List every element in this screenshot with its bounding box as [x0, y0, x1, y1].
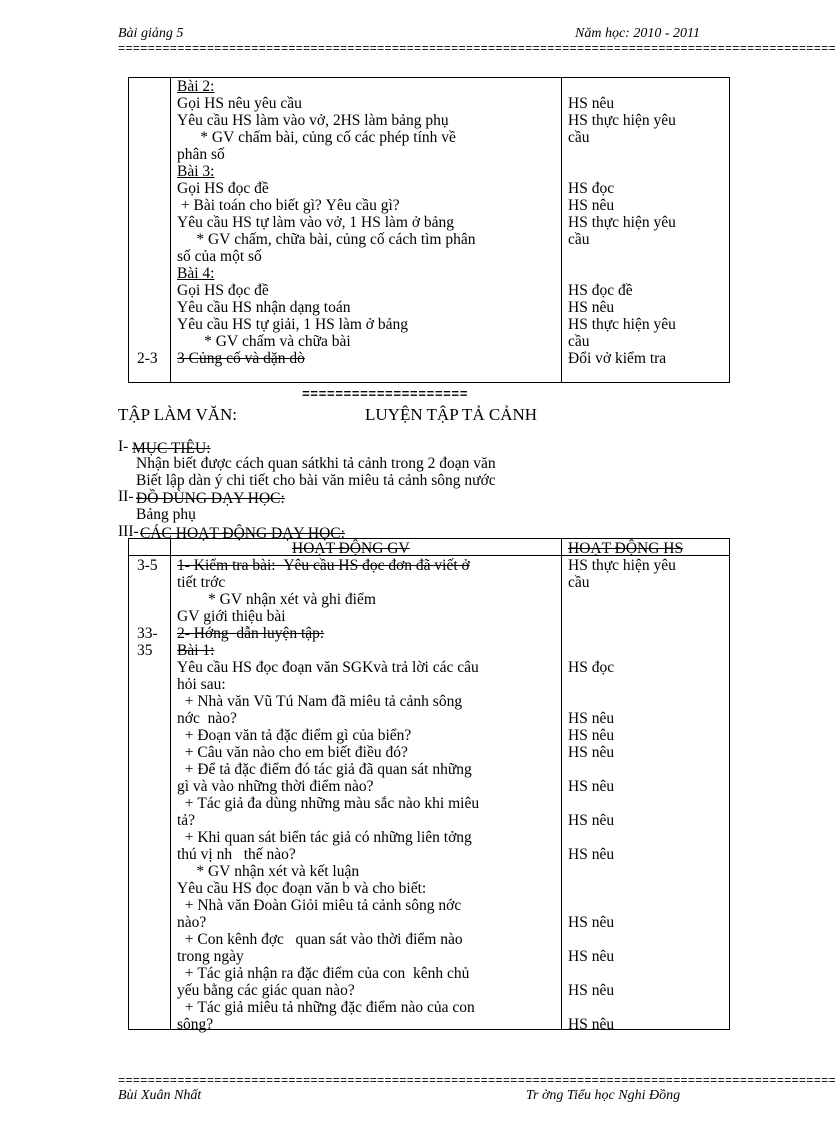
footer-rule: ================================================================================================= — [118, 1074, 836, 1088]
footer-author: Bùi Xuân Nhất — [118, 1088, 202, 1103]
header-rule: ================================================================================================= — [118, 42, 836, 56]
teacher-activity-line: Yêu cầu HS đọc đoạn văn SGKvà trả lời các câu — [177, 659, 479, 676]
section-heading-objectives: MỤC TIÊU: — [132, 440, 211, 457]
teacher-activity-line: * GV nhận xét và kết luận — [177, 863, 360, 880]
teacher-activity-line: + Để tả đặc điểm đó tác giả đã quan sát những — [177, 761, 472, 778]
student-activity: HS nêu — [568, 778, 615, 795]
teacher-activity-line: + Nhà văn Đoàn Giỏi miêu tả cảnh sông nớc — [177, 897, 462, 914]
teacher-activity-line: trong ngày — [177, 948, 244, 965]
teacher-activity-line: hỏi sau: — [177, 676, 226, 693]
teacher-activity-line: sông? — [177, 1016, 214, 1033]
subject-title: TẬP LÀM VĂN: — [118, 405, 238, 424]
table-divider — [170, 77, 171, 382]
teacher-activity-line: gì và vào những thời điểm nào? — [177, 778, 374, 795]
header-school-year: Năm học: 2010 - 2011 — [575, 26, 700, 41]
footer-school: Tr ờng Tiểu học Nghi Đồng — [526, 1088, 681, 1103]
student-activity: cầu — [568, 231, 590, 248]
teacher-activity-line: + Khi quan sát biển tác giả có những liên tởng — [177, 829, 472, 846]
teacher-activity-line: GV giới thiệu bài — [177, 608, 286, 625]
materials-line: Bảng phụ — [136, 506, 196, 523]
student-activity: HS nêu — [568, 846, 615, 863]
lesson-step-line: + Bài toán cho biết gì? Yêu cầu gì? — [177, 197, 400, 214]
lesson-step-line: * GV chấm và chữa bài — [177, 333, 351, 350]
student-activity: HS nêu — [568, 727, 615, 744]
teacher-activity-line: nớc nào? — [177, 710, 237, 727]
section-number: I- — [118, 438, 129, 455]
time-cell: 3-5 — [137, 557, 158, 574]
teacher-activity-line: + Con kênh đợc quan sát vào thời điểm nào — [177, 931, 463, 948]
objective-line: Nhận biết được cách quan sátkhi tả cảnh trong 2 đoạn văn — [136, 455, 496, 472]
student-activity: HS nêu — [568, 710, 615, 727]
teacher-activity-line: + Tác giả miêu tả những đặc điểm nào của con — [177, 999, 475, 1016]
lesson-step-line: phân số — [177, 146, 225, 163]
lesson-step-line: Yêu cầu HS tự làm vào vở, 1 HS làm ở bảng — [177, 214, 455, 231]
lesson-step-line: Gọi HS đọc đề — [177, 282, 269, 299]
teacher-activity-line: + Tác giả đa dùng những màu sắc nào khi miêu — [177, 795, 480, 812]
lesson-step-line: 3 Củng cố và dặn dò — [177, 350, 305, 367]
student-activity: cầu — [568, 129, 590, 146]
table-divider — [561, 77, 562, 382]
section-separator: ==================== — [302, 387, 469, 402]
student-activity: HS đọc — [568, 180, 615, 197]
lesson-step-line: số của một số — [177, 248, 262, 265]
lesson-step-line: * GV chấm bài, củng cố các phép tính về — [177, 129, 456, 146]
teacher-activity-line: thú vị nh thế nào? — [177, 846, 296, 863]
teacher-activity-line: yếu bằng các giác quan nào? — [177, 982, 355, 999]
student-activity: HS nêu — [568, 299, 615, 316]
student-activity: HS nêu — [568, 948, 615, 965]
teacher-activity-line: tả? — [177, 812, 196, 829]
teacher-activity-line: 1- Kiểm tra bài: Yêu cầu HS đọc đơn đã viết ở — [177, 557, 470, 574]
lesson-step-line: Bài 3: — [177, 163, 215, 180]
student-activity: HS đọc đề — [568, 282, 633, 299]
header-lesson: Bài giảng 5 — [118, 26, 184, 41]
student-activity: HS thực hiện yêu — [568, 316, 676, 333]
section-number: II- — [118, 488, 134, 505]
student-activity: HS thực hiện yêu — [568, 214, 676, 231]
student-activity: HS đọc — [568, 659, 615, 676]
section-heading-materials: ĐỒ DÙNG DẠY HỌC: — [136, 490, 285, 507]
objective-line: Biết lập dàn ý chi tiết cho bài văn miêu tả cảnh sông nước — [136, 472, 496, 489]
student-activity: HS nêu — [568, 914, 615, 931]
student-activity: HS nêu — [568, 95, 615, 112]
teacher-activity-line: tiết trớc — [177, 574, 226, 591]
lesson-step-line: Bài 2: — [177, 78, 215, 95]
lesson-title: LUYỆN TẬP TẢ CẢNH — [365, 405, 538, 424]
teacher-activity-line: nào? — [177, 914, 207, 931]
time-cell: 33- — [137, 625, 158, 642]
teacher-activity-line: * GV nhận xét và ghi điểm — [177, 591, 376, 608]
lesson-step-line: Gọi HS đọc đề — [177, 180, 269, 197]
lesson-step-line: Yêu cầu HS làm vào vở, 2HS làm bảng phụ — [177, 112, 449, 129]
student-activity: HS nêu — [568, 982, 615, 999]
teacher-activity-line: + Nhà văn Vũ Tú Nam đã miêu tả cảnh sông — [177, 693, 463, 710]
student-activity: HS nêu — [568, 812, 615, 829]
table-divider — [561, 538, 562, 1029]
section-number: III- — [118, 523, 139, 540]
table-divider — [170, 538, 171, 1029]
time-cell: 2-3 — [137, 350, 158, 367]
lesson-step-line: * GV chấm, chữa bài, củng cố cách tìm phân — [177, 231, 476, 248]
teacher-activity-line: + Tác giả nhận ra đặc điểm của con kênh chủ — [177, 965, 470, 982]
student-activity: HS nêu — [568, 1016, 615, 1033]
teacher-activity-line: + Đoạn văn tả đặc điểm gì của biển? — [177, 727, 412, 744]
lesson-step-line: Gọi HS nêu yêu cầu — [177, 95, 302, 112]
column-header-student: HOẠT ĐỘNG HS — [568, 540, 684, 557]
student-activity: cầu — [568, 574, 590, 591]
teacher-activity-line: Bài 1: — [177, 642, 215, 659]
student-activity: cầu — [568, 333, 590, 350]
teacher-activity-line: 2- Hớng dẫn luyện tập: — [177, 625, 325, 642]
column-header-teacher: HOẠT ĐỘNG GV — [292, 540, 410, 557]
student-activity: Đổi vở kiểm tra — [568, 350, 667, 367]
teacher-activity-line: + Câu văn nào cho em biết điều đó? — [177, 744, 408, 761]
teacher-activity-line: Yêu cầu HS đọc đoạn văn b và cho biết: — [177, 880, 427, 897]
student-activity: HS nêu — [568, 197, 615, 214]
student-activity: HS thực hiện yêu — [568, 112, 676, 129]
lesson-step-line: Yêu cầu HS tự giải, 1 HS làm ở bảng — [177, 316, 408, 333]
time-cell: 35 — [137, 642, 153, 659]
section-heading-activities: CÁC HOẠT ĐỘNG DẠY HỌC: — [140, 525, 345, 542]
lesson-step-line: Bài 4: — [177, 265, 215, 282]
student-activity: HS nêu — [568, 744, 615, 761]
lesson-step-line: Yêu cầu HS nhận dạng toán — [177, 299, 351, 316]
student-activity: HS thực hiện yêu — [568, 557, 676, 574]
